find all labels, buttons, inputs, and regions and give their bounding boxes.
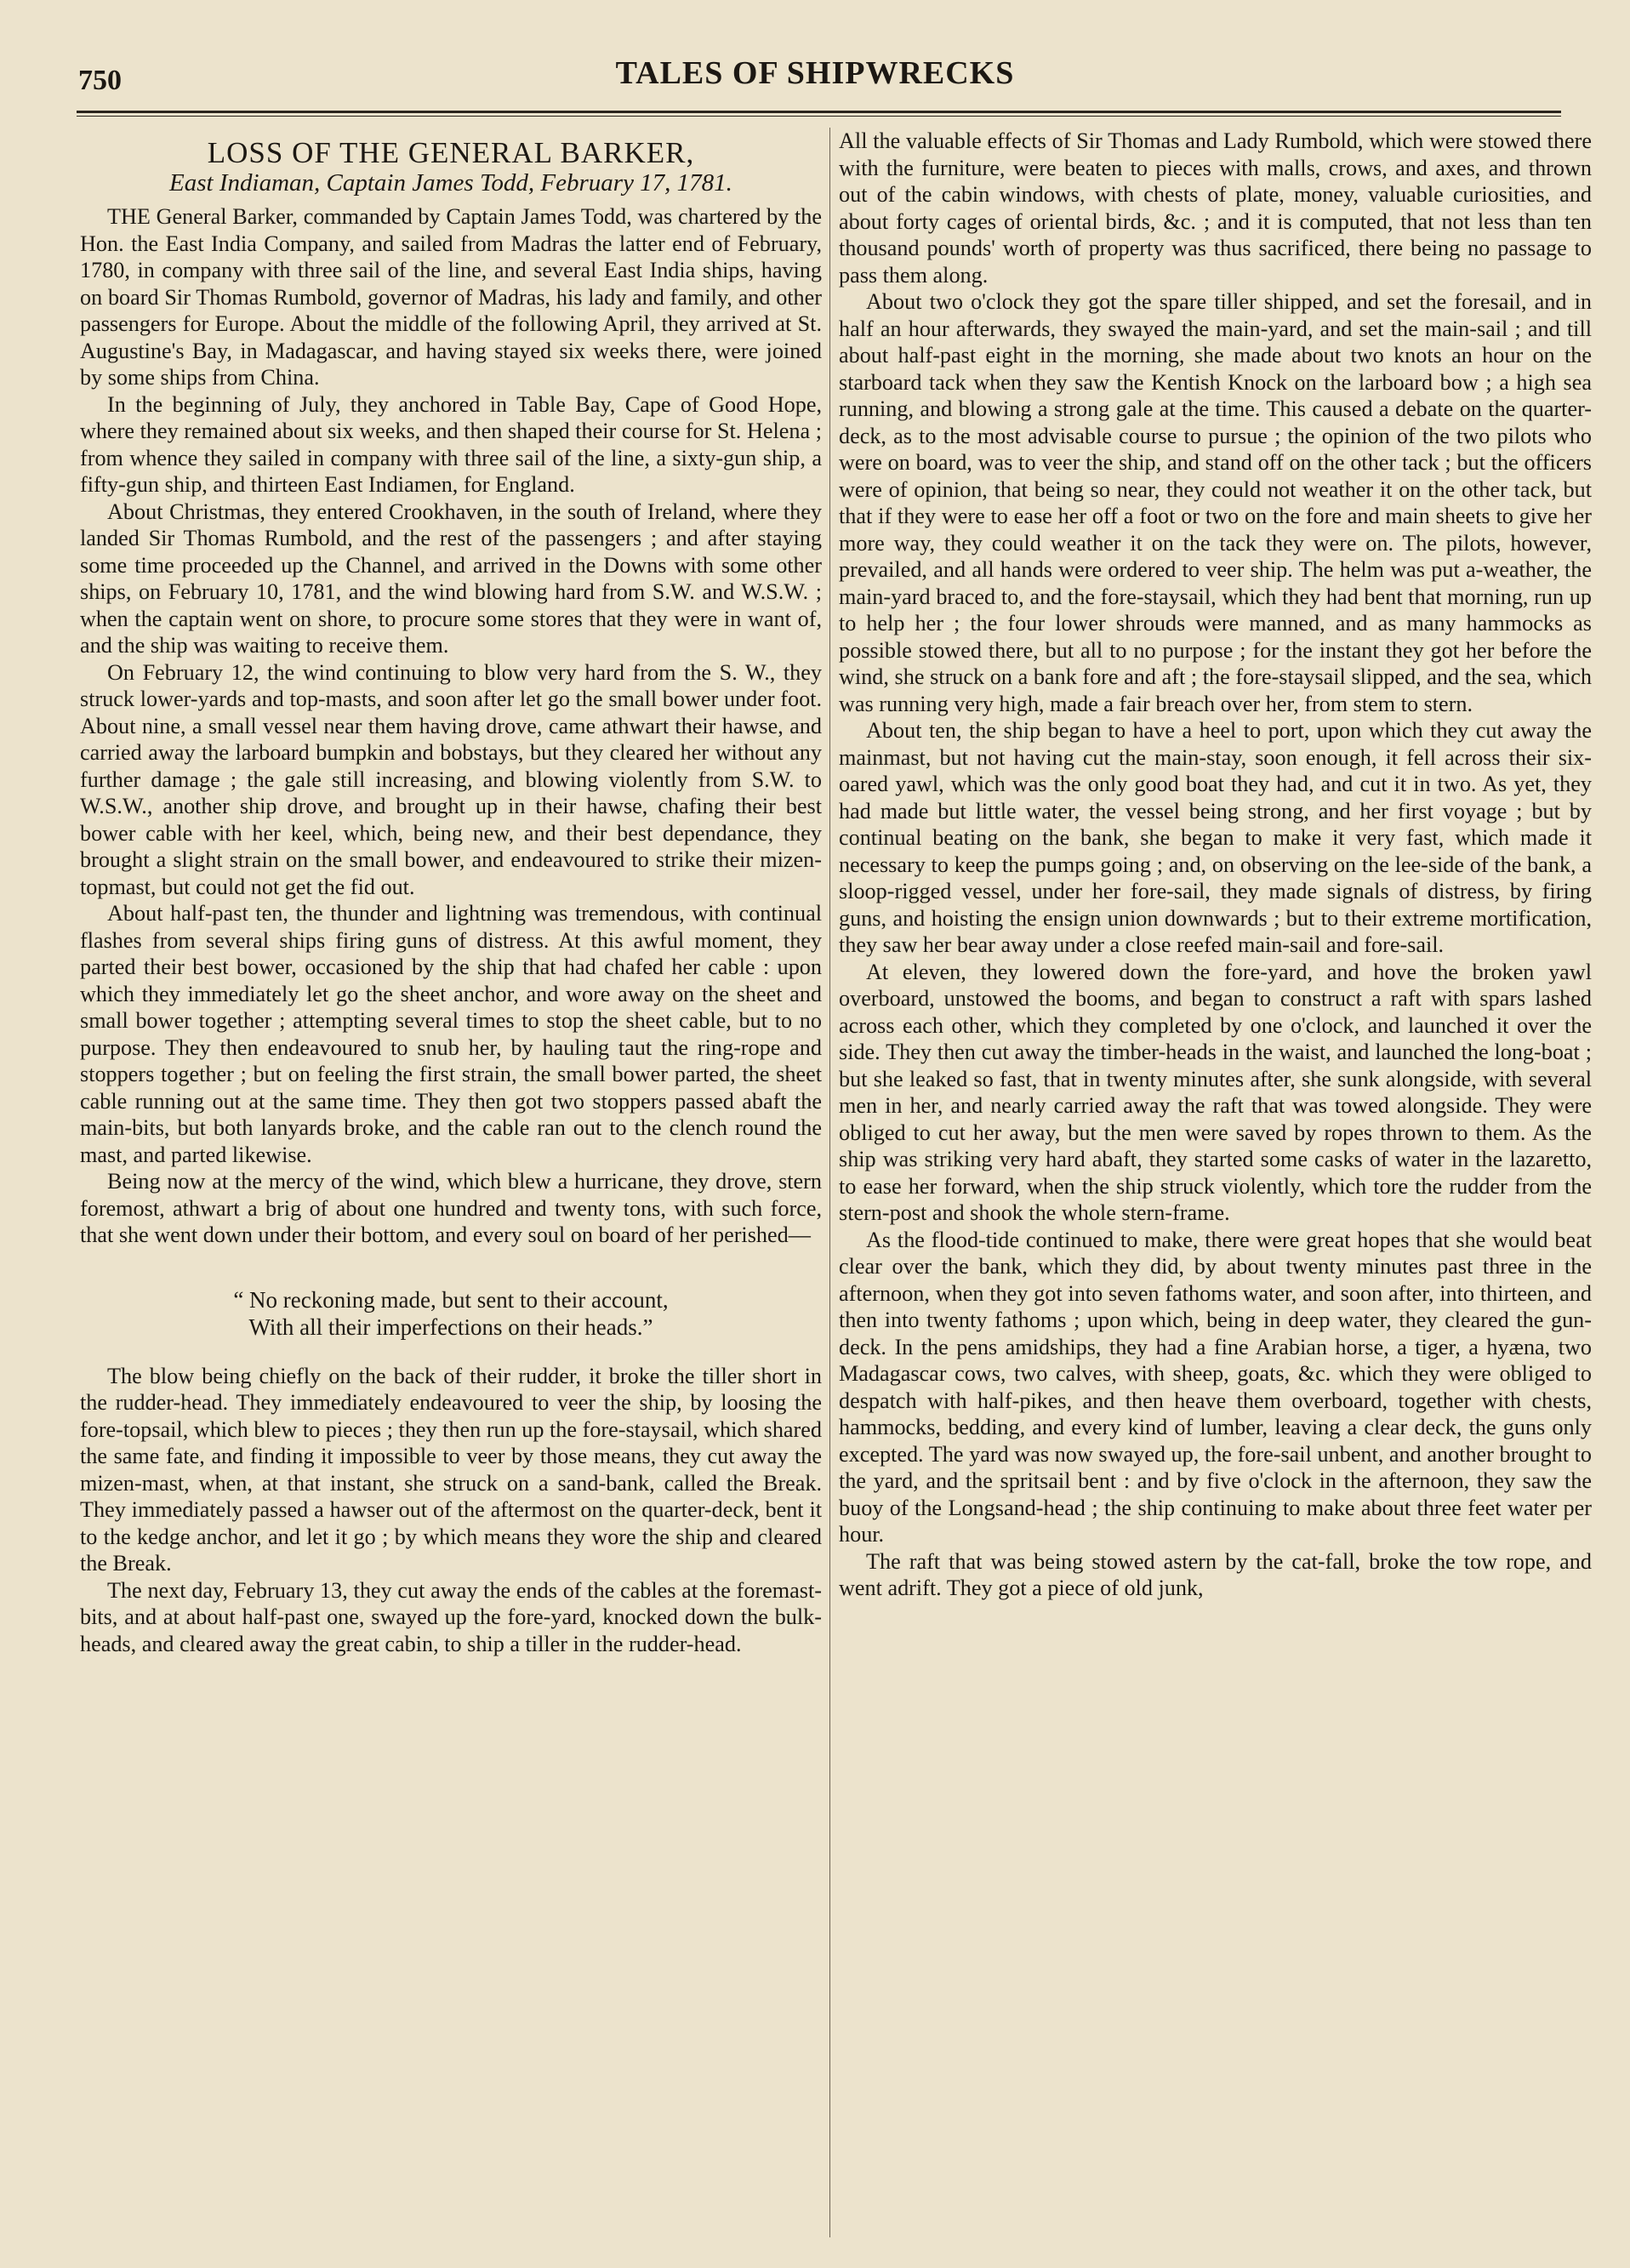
page-number: 750 (78, 65, 122, 96)
paragraph: In the beginning of July, they anchored in Table Bay, Cape of Good Hope, where they remained about six weeks, and then shaped their course for St. Helena ; from whence they sailed in company with three sail of the line, a sixty-gun ship, a fifty-gun ship, and thirteen East Indiamen, for England. (80, 391, 822, 497)
paragraph: The raft that was being stowed astern by the cat-fall, broke the tow rope, and went adrift. They got a piece of old junk, (839, 1548, 1592, 1600)
column-divider (829, 128, 830, 2237)
paragraph: As the flood-tide continued to make, there were great hopes that she would beat clear over the bank, which they did, by about twenty minutes past three in the afternoon, when they got into seven fathoms water, and soon after, into thirteen, and then into twenty fathoms ; upon which, being in deep water, they cleared the gun-deck. In the pens amidships, they had a fine Arabian horse, a tiger, a hyæna, two Madagascar cows, two calves, with sheep, goats, &c. which they were obliged to despatch with half-pikes, and then heave them overboard, together with chests, hammocks, bedding, and every kind of lumber, leaving a clear deck, the guns only excepted. The yard was now swayed up, the fore-sail unbent, and another brought to the yard, and the spritsail bent : and by five o'clock in the afternoon, they saw the buoy of the Longsand-head ; the ship continuing to make about three feet water per hour. (839, 1227, 1592, 1547)
paragraph: About two o'clock they got the spare tiller shipped, and set the foresail, and in half an hour afterwards, they swayed the main-yard, and set the main-sail ; and till about half-past eight in the morning, she made about two knots an hour on the starboard tack when they saw the Kentish Knock on the larboard bow ; a high sea running, and blowing a strong gale at the time. This caused a debate on the quarter-deck, as to the most advisable course to pursue ; the opinion of the two pilots who were on board, was to veer the ship, and stand off on the other tack ; but the officers were of opinion, that being so near, they could not weather it on the other tack, but that if they were to ease her off a foot or two on the fore and main sheets to give her more way, they could weather it on the tack they were on. The pilots, however, prevailed, and all hands were ordered to veer ship. The helm was put a-weather, the main-yard braced to, and the fore-staysail, which they had bent that morning, run up to help her ; the four lower shrouds were manned, and as many hammocks as possible stowed there, but all to no purpose ; for the instant they got her before the wind, she struck on a bank fore and aft ; the fore-staysail slipped, and the sea, which was running very high, made a fair breach over her, from stem to stern. (839, 289, 1592, 716)
paragraph: About ten, the ship began to have a heel to port, upon which they cut away the mainmast, but not having cut the main-stay, soon enough, it fell across their six-oared yawl, which was the only good boat they had, and cut it in two. As yet, they had made but little water, the vessel being strong, and her first voyage ; but by continual beating on the bank, she began to make it very fast, which made it necessary to keep the pumps going ; and, on observing on the lee-side of the bank, a sloop-rigged vessel, under her fore-sail, they made signals of distress, by firing guns, and hoisting the ensign union downwards ; but to their extreme mortification, they saw her bear away under a close reefed main-sail and fore-sail. (839, 718, 1592, 957)
right-column (839, 128, 1592, 2246)
paragraph: All the valuable effects of Sir Thomas and Lady Rumbold, which were stowed there with the furniture, were beaten to pieces with malls, crows, and axes, and thrown out of the cabin windows, with chests of plate, money, valuable curiosities, and about forty cages of oriental birds, &c. ; and it is computed, that not less than ten thousand pounds' worth of property was thus sacrificed, there being no passage to pass them along. (839, 128, 1592, 288)
quote-line: With all their imperfections on their heads.” (248, 1314, 653, 1340)
paragraph: About half-past ten, the thunder and lightning was tremendous, with continual flashes from several ships firing guns of distress. At this awful moment, they parted their best bower, occasioned by the ship that had chafed her cable : upon which they immediately let go the sheet anchor, and wore away on the sheet and small bower together ; attempting several times to stop the sheet cable, but to no purpose. They then endeavoured to snub her, by hauling taut the ring-rope and stoppers together ; but on feeling the first strain, the small bower parted, the sheet cable running out at the same time. They then got two stoppers passed abaft the main-bits, but both lanyards broke, and the cable ran out to the clench round the mast, and parted likewise. (80, 901, 822, 1167)
paragraph: THE General Barker, commanded by Captain James Todd, was chartered by the Hon. the East India Company, and sailed from Madras the latter end of February, 1780, in company with three sail of the line, and several East India ships, having on board Sir Thomas Rumbold, governor of Madras, his lady and family, and other passengers for Europe. About the middle of the following April, they arrived at St. Augustine's Bay, in Madagascar, and having stayed six weeks there, were joined by some ships from China. (80, 204, 822, 390)
running-title: TALES OF SHIPWRECKS (615, 55, 1015, 91)
header-rule (77, 111, 1561, 113)
paragraph: On February 12, the wind continuing to blow very hard from the S. W., they struck lower-yards and top-masts, and soon after let go the small bower under foot. About nine, a small vessel near them having drove, came athwart their hawse, and carried away the larboard bumpkin and bobstays, but they cleared her without any further damage ; the gale still increasing, and blowing violently from S.W. to W.S.W., another ship drove, and brought up in their hawse, chafing their best bower cable with her keel, which, being new, and their best dependance, they brought a slight strain on the small bower, and endeavoured to strike their mizen-topmast, but could not get the fid out. (80, 659, 822, 899)
running-head (0, 51, 1630, 102)
quote-line: “ No reckoning made, but sent to their account, (233, 1286, 669, 1313)
article-title: LOSS OF THE GENERAL BARKER, (207, 136, 695, 169)
paragraph: The next day, February 13, they cut away the ends of the cables at the foremast-bits, and at about half-past one, swayed up the fore-yard, knocked down the bulk-heads, and cleared away the great cabin, to ship a tiller in the rudder-head. (80, 1577, 822, 1656)
paragraph: About Christmas, they entered Crookhaven, in the south of Ireland, where they landed Sir Thomas Rumbold, and the rest of the passengers ; and after staying some time proceeded up the Channel, and arrived in the Downs with some other ships, on February 10, 1781, and the wind blowing hard from S.W. and W.S.W. ; when the captain went on shore, to procure some stores that they were in want of, and the ship was waiting to receive them. (80, 499, 822, 658)
paragraph: The blow being chiefly on the back of their rudder, it broke the tiller short in the rudder-head. They immediately endeavoured to veer the ship, by loosing the fore-topsail, which blew to pieces ; they then run up the fore-staysail, which shared the same fate, and finding it impossible to veer by those means, they cut away the mizen-mast, when, at that instant, she struck on a sand-bank, called the Break. They immediately passed a hawser out of the aftermost on the quarter-deck, bent it to the kedge anchor, and let it go ; by which means they wore the ship and cleared the Break. (80, 1363, 822, 1576)
paragraph: Being now at the mercy of the wind, which blew a hurricane, they drove, stern foremost, athwart a brig of about one hundred and twenty tons, with such force, that she went down under their bottom, and every soul on board of her perished— (80, 1169, 822, 1247)
left-column (80, 128, 822, 2246)
header-rule-thin (77, 116, 1561, 117)
verse-quote (80, 1286, 822, 1341)
article-subtitle: East Indiaman, Captain James Todd, February 17, 1781. (169, 168, 732, 197)
paragraph: At eleven, they lowered down the fore-yard, and hove the broken yawl overboard, unstowed the booms, and began to construct a raft with spars lashed across each other, which they completed by one o'clock, and launched it over the side. They then cut away the timber-heads in the waist, and launched the long-boat ; but she leaked so fast, that in twenty minutes after, she sunk alongside, with several men in her, and nearly carried away the raft that was towed alongside. They were obliged to cut her away, but the men were saved by ropes thrown to them. As the ship was striking very hard abaft, they started some casks of water in the lazaretto, to ease her forward, when the ship struck violently, which tore the rudder from the stern-post and shook the whole stern-frame. (839, 959, 1592, 1225)
